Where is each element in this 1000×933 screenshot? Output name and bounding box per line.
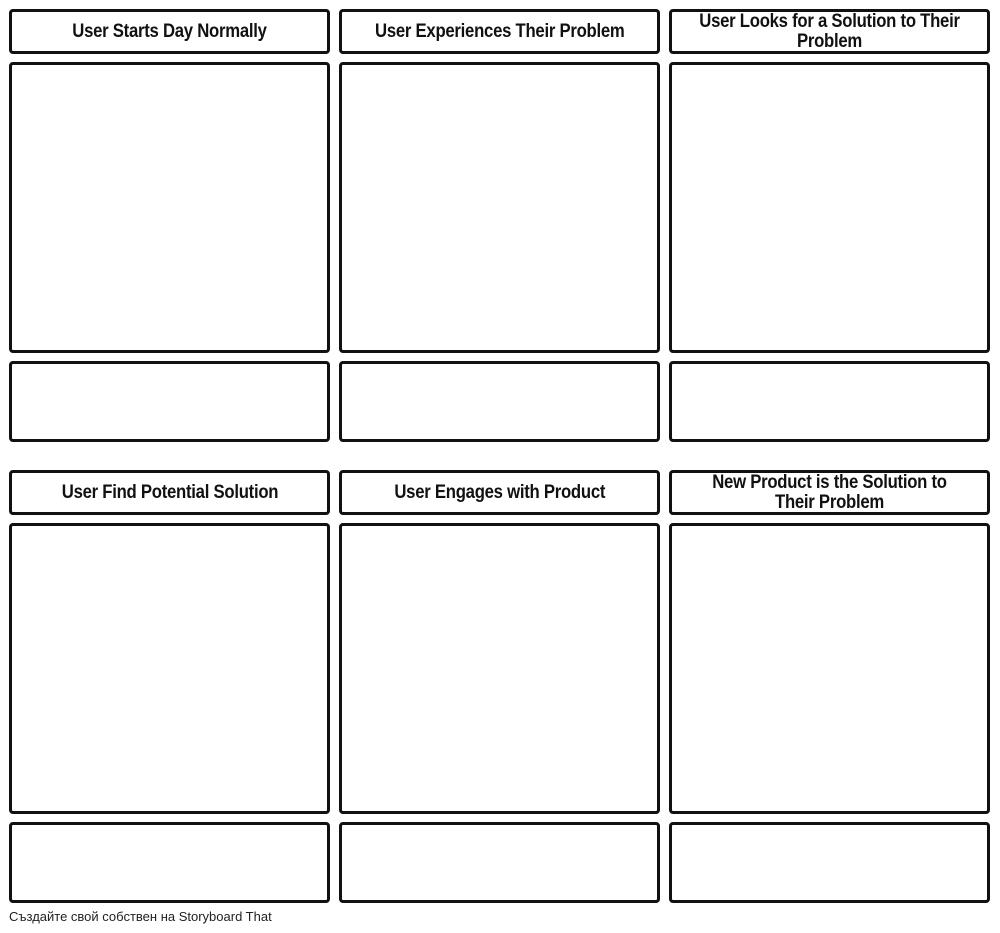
- cell-caption-box[interactable]: [9, 361, 330, 442]
- cell-title-box[interactable]: [669, 470, 990, 515]
- storyboard-row-1: [9, 9, 991, 442]
- cell-scene-box[interactable]: [669, 62, 990, 353]
- storyboard-cell-5: [339, 470, 660, 903]
- cell-title-box[interactable]: [339, 470, 660, 515]
- cell-title: User Find Potential Solution: [61, 481, 278, 503]
- storyboard-cell-2: [339, 9, 660, 442]
- cell-title-box[interactable]: [9, 470, 330, 515]
- cell-title-box[interactable]: [669, 9, 990, 54]
- cell-caption-box[interactable]: [669, 361, 990, 442]
- cell-caption-box[interactable]: [669, 822, 990, 903]
- cell-scene-box[interactable]: [339, 523, 660, 814]
- cell-title: New Product is the Solution to Their Problem: [712, 471, 947, 513]
- footer-credit: Създайте свой собствен на Storyboard That: [9, 909, 272, 924]
- cell-scene-box[interactable]: [9, 523, 330, 814]
- cell-title: User Experiences Their Problem: [374, 20, 625, 42]
- cell-title: User Starts Day Normally: [72, 20, 267, 42]
- cell-caption-box[interactable]: [339, 822, 660, 903]
- storyboard-cell-3: [669, 9, 990, 442]
- storyboard-cell-6: [669, 470, 990, 903]
- storyboard-cell-4: [9, 470, 330, 903]
- cell-title: User Looks for a Solution to Their Problem: [699, 10, 960, 52]
- cell-scene-box[interactable]: [669, 523, 990, 814]
- storyboard-cell-1: [9, 9, 330, 442]
- cell-scene-box[interactable]: [9, 62, 330, 353]
- cell-caption-box[interactable]: [339, 361, 660, 442]
- cell-title-box[interactable]: [339, 9, 660, 54]
- cell-title-box[interactable]: [9, 9, 330, 54]
- cell-title: User Engages with Product: [394, 481, 605, 503]
- cell-scene-box[interactable]: [339, 62, 660, 353]
- storyboard-row-2: [9, 470, 991, 903]
- cell-caption-box[interactable]: [9, 822, 330, 903]
